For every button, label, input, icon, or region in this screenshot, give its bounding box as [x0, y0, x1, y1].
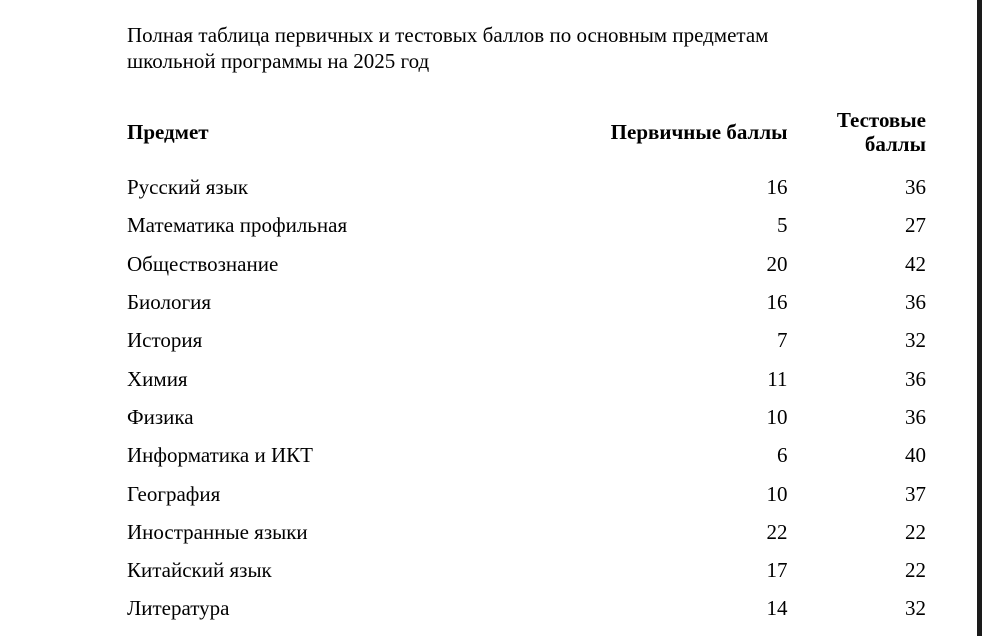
- table-row: [127, 436, 926, 474]
- page-edge-border: [977, 0, 982, 636]
- table-row: [127, 168, 926, 206]
- cell-primary: 6: [777, 443, 788, 468]
- header-subject: Предмет: [127, 120, 209, 144]
- cell-subject: Иностранные языки: [127, 519, 308, 544]
- cell-test: 32: [905, 596, 926, 621]
- table-row: [127, 551, 926, 589]
- cell-primary: 5: [777, 213, 788, 238]
- table-row: [127, 321, 926, 359]
- cell-primary: 7: [777, 328, 788, 353]
- cell-test: 40: [905, 443, 926, 468]
- cell-test: 42: [905, 251, 926, 276]
- cell-primary: 11: [767, 366, 788, 391]
- cell-subject: Русский язык: [127, 175, 249, 200]
- document-body: [127, 22, 927, 621]
- cell-primary: 22: [766, 519, 788, 544]
- cell-test: 22: [905, 519, 926, 544]
- cell-subject: История: [127, 328, 203, 353]
- header-primary-scores: Первичные баллы: [610, 120, 788, 144]
- cell-test: 36: [905, 404, 926, 429]
- table-row: [127, 283, 926, 321]
- cell-primary: 16: [766, 290, 788, 315]
- cell-primary: 10: [766, 404, 788, 429]
- table-row: [127, 474, 926, 512]
- cell-test: 36: [905, 366, 926, 391]
- cell-subject: Математика профильная: [127, 213, 348, 238]
- cell-subject: Литература: [127, 596, 230, 621]
- header-test-scores: Тестовые баллы: [836, 108, 926, 156]
- cell-primary: 14: [766, 596, 788, 621]
- table-row: [127, 513, 926, 551]
- table-row: [127, 359, 926, 397]
- scores-table: [127, 106, 926, 628]
- cell-test: 36: [905, 290, 926, 315]
- table-row: [127, 589, 926, 627]
- cell-test: 37: [905, 481, 926, 506]
- table-row: [127, 245, 926, 283]
- cell-primary: 20: [766, 251, 788, 276]
- cell-test: 32: [905, 328, 926, 353]
- cell-test: 36: [905, 175, 926, 200]
- cell-test: 27: [905, 213, 926, 238]
- cell-subject: География: [127, 481, 221, 506]
- table-row: [127, 398, 926, 436]
- cell-subject: Биология: [127, 290, 212, 315]
- cell-primary: 10: [766, 481, 788, 506]
- table-row: [127, 206, 926, 244]
- table-header-row: [127, 106, 926, 158]
- header-test-scores-cell: [788, 106, 926, 158]
- cell-subject: Информатика и ИКТ: [127, 443, 313, 468]
- document-title: Полная таблица первичных и тестовых баллов по основным предметам школьной программы на 2025 год: [127, 23, 769, 73]
- table-body: [127, 168, 926, 628]
- cell-test: 22: [905, 558, 926, 583]
- cell-subject: Химия: [127, 366, 188, 391]
- cell-subject: Физика: [127, 404, 194, 429]
- cell-subject: Обществознание: [127, 251, 279, 276]
- cell-primary: 17: [766, 558, 788, 583]
- cell-primary: 16: [766, 175, 788, 200]
- cell-subject: Китайский язык: [127, 558, 272, 583]
